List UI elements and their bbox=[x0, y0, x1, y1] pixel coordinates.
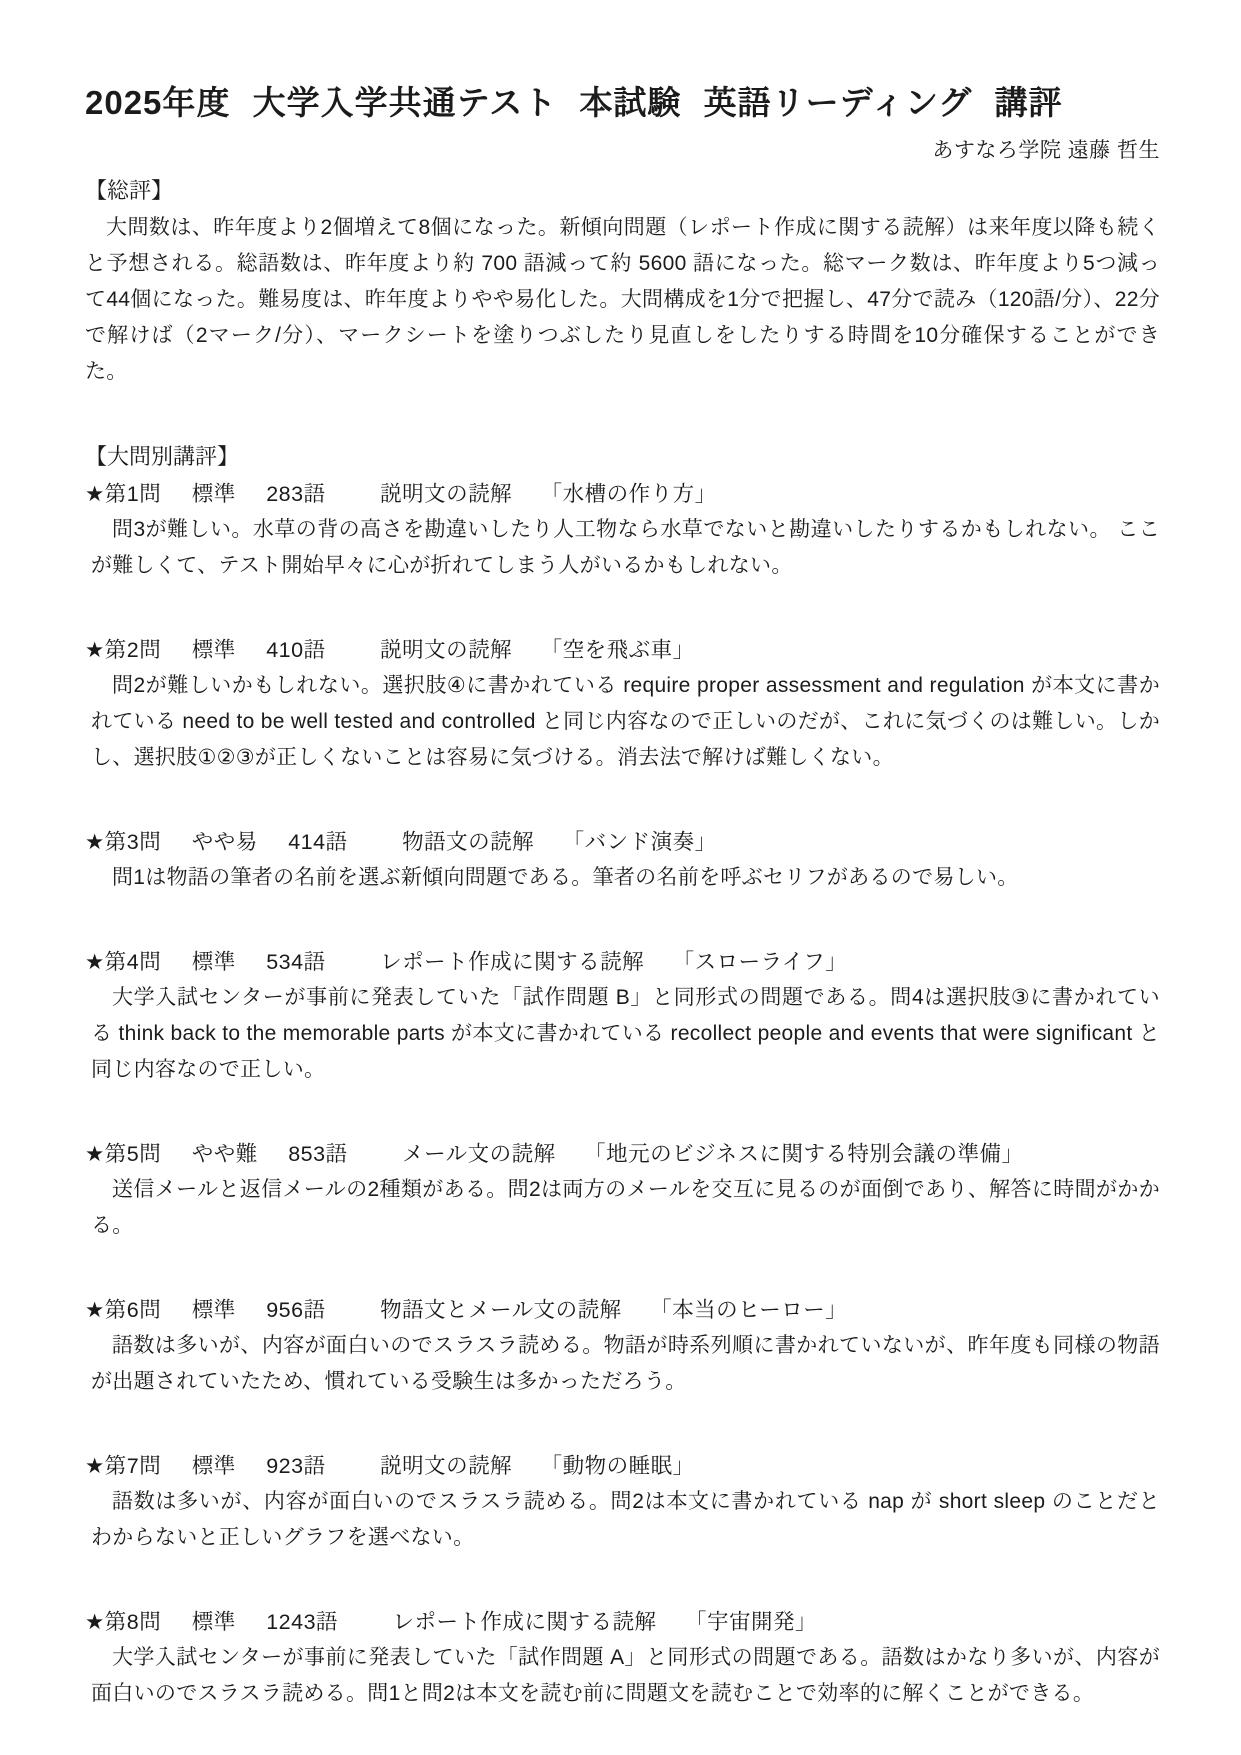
section-body: 問1は物語の筆者の名前を選ぶ新傾向問題である。筆者の名前を呼ぶセリフがあるので易しい。 bbox=[112, 866, 1019, 890]
section-block bbox=[85, 476, 1160, 584]
section-title: 「スローライフ」 bbox=[672, 950, 848, 975]
section-heading bbox=[85, 476, 1160, 512]
section-difficulty: 標準 bbox=[191, 1454, 236, 1479]
overview-heading: 【総評】 bbox=[85, 178, 174, 204]
section-block bbox=[85, 1604, 1160, 1712]
section-word-count: 956語 bbox=[266, 1298, 326, 1323]
section-word-count: 853語 bbox=[288, 1142, 348, 1167]
section-genre: 物語文の読解 bbox=[402, 830, 535, 855]
section-title: 「本当のヒーロー」 bbox=[650, 1298, 848, 1323]
section-label: ★第2問 bbox=[85, 638, 162, 663]
section-body: 大学入試センターが事前に発表していた「試作問題 B」と同形式の問題である。問4は選択肢③に書かれている think back to the memorable parts が本文に書かれている recollect people and events that were significant と同じ内容なので正しい。 bbox=[91, 986, 1160, 1082]
section-block bbox=[85, 1136, 1160, 1244]
section-word-count: 923語 bbox=[266, 1454, 326, 1479]
section-word-count: 534語 bbox=[266, 950, 326, 975]
author-line: あすなろ学院 遠藤 哲生 bbox=[932, 139, 1160, 163]
section-title: 「空を飛ぶ車」 bbox=[540, 638, 695, 663]
section-title: 「バンド演奏」 bbox=[562, 830, 717, 855]
section-heading bbox=[85, 1448, 1160, 1484]
section-word-count: 283語 bbox=[266, 482, 326, 507]
section-label: ★第7問 bbox=[85, 1454, 162, 1479]
section-difficulty: 標準 bbox=[191, 482, 236, 507]
detail-heading: 【大問別講評】 bbox=[85, 444, 240, 470]
section-genre: レポート作成に関する読解 bbox=[380, 950, 645, 975]
section-body: 語数は多いが、内容が面白いのでスラスラ読める。問2は本文に書かれている nap が short sleep のことだとわからないと正しいグラフを選べない。 bbox=[91, 1490, 1160, 1550]
section-word-count: 1243語 bbox=[266, 1610, 339, 1635]
section-block bbox=[85, 944, 1160, 1088]
section-heading bbox=[85, 1604, 1160, 1640]
section-title: 「地元のビジネスに関する特別会議の準備」 bbox=[584, 1142, 1024, 1167]
section-block bbox=[85, 1448, 1160, 1556]
section-heading bbox=[85, 1292, 1160, 1328]
section-label: ★第8問 bbox=[85, 1610, 162, 1635]
sections-container bbox=[85, 476, 1160, 1712]
section-label: ★第1問 bbox=[85, 482, 162, 507]
section-genre: レポート作成に関する読解 bbox=[392, 1610, 657, 1635]
section-body: 語数は多いが、内容が面白いのでスラスラ読める。物語が時系列順に書かれていないが、昨年度も同様の物語が出題されていたため、慣れている受験生は多かっただろう。 bbox=[91, 1334, 1160, 1394]
section-difficulty: 標準 bbox=[191, 638, 236, 663]
section-body: 問2が難しいかもしれない。選択肢④に書かれている require proper assessment and regulation が本文に書かれている need to be well tested and controlled と同じ内容なので正しいのだが、これに気づくのは難しい。しかし、選択肢①②③が正しくないことは容易に気づける。消去法で解けば難しくない。 bbox=[91, 674, 1160, 770]
section-heading bbox=[85, 1136, 1160, 1172]
section-difficulty: やや易 bbox=[191, 830, 258, 855]
section-genre: 説明文の読解 bbox=[380, 638, 513, 663]
section-difficulty: 標準 bbox=[191, 950, 236, 975]
section-body: 送信メールと返信メールの2種類がある。問2は両方のメールを交互に見るのが面倒であり、解答に時間がかかる。 bbox=[91, 1178, 1160, 1238]
section-block bbox=[85, 1292, 1160, 1400]
section-genre: 説明文の読解 bbox=[380, 482, 513, 507]
section-genre: 説明文の読解 bbox=[380, 1454, 513, 1479]
section-block bbox=[85, 824, 1160, 896]
section-block bbox=[85, 632, 1160, 776]
section-heading bbox=[85, 944, 1160, 980]
section-label: ★第6問 bbox=[85, 1298, 162, 1323]
section-genre: メール文の読解 bbox=[402, 1142, 556, 1167]
section-body: 大学入試センターが事前に発表していた「試作問題 A」と同形式の問題である。語数はかなり多いが、内容が面白いのでスラスラ読める。問1と問2は本文を読む前に問題文を読むことで効率的に解くことができる。 bbox=[91, 1646, 1160, 1706]
section-label: ★第4問 bbox=[85, 950, 162, 975]
section-title: 「動物の睡眠」 bbox=[540, 1454, 695, 1479]
section-word-count: 414語 bbox=[288, 830, 348, 855]
section-difficulty: やや難 bbox=[191, 1142, 258, 1167]
section-title: 「宇宙開発」 bbox=[685, 1610, 818, 1635]
section-word-count: 410語 bbox=[266, 638, 326, 663]
section-label: ★第5問 bbox=[85, 1142, 162, 1167]
section-label: ★第3問 bbox=[85, 830, 162, 855]
section-body: 問3が難しい。水草の背の高さを勘違いしたり人工物なら水草でないと勘違いしたりするかもしれない。 ここが難しくて、テスト開始早々に心が折れてしまう人がいるかもしれない。 bbox=[91, 518, 1160, 578]
section-heading bbox=[85, 632, 1160, 668]
section-heading bbox=[85, 824, 1160, 860]
page-title: 2025年度 大学入学共通テスト 本試験 英語リーディング 講評 bbox=[85, 84, 1063, 121]
section-title: 「水槽の作り方」 bbox=[540, 482, 717, 507]
section-genre: 物語文とメール文の読解 bbox=[380, 1298, 622, 1323]
overview-body: 大問数は、昨年度より2個増えて8個になった。新傾向問題（レポート作成に関する読解）は来年度以降も続くと予想される。総語数は、昨年度より約 700 語減って約 5600 語になった。総マーク数は、昨年度より5つ減って44個になった。難易度は、昨年度よりやや易化した。大問構成を1分で把握し、47分で読み（120語/分）、22分で解けば（2マーク/分）、マークシートを塗りつぶしたり見直しをしたりする時間を10分確保することができた。 bbox=[85, 216, 1160, 384]
section-difficulty: 標準 bbox=[191, 1610, 236, 1635]
section-difficulty: 標準 bbox=[191, 1298, 236, 1323]
